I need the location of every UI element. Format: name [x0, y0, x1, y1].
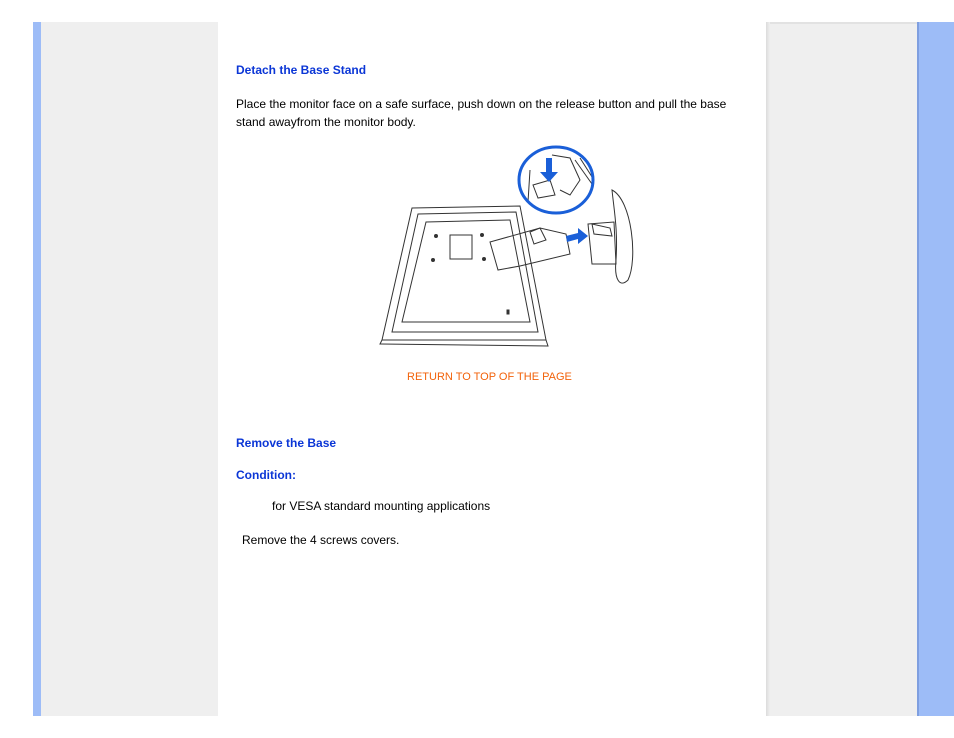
- detail-release-button: [533, 180, 555, 198]
- vesa-plate: [450, 235, 472, 259]
- remove-screws-step: Remove the 4 screws covers.: [242, 533, 400, 547]
- right-blue-strip-edge: [917, 22, 919, 716]
- right-column-shadow: [766, 22, 770, 716]
- detail-zoom-ring: [519, 147, 593, 213]
- detach-instructions-line1: Place the monitor face on a safe surface, push down on the release button and pull the base: [236, 97, 727, 111]
- right-blue-strip: [917, 22, 954, 716]
- stand-neck: [490, 228, 570, 270]
- remove-base-heading: Remove the Base: [236, 436, 337, 450]
- left-gray-column: [41, 22, 218, 716]
- condition-heading: Condition:: [236, 468, 296, 482]
- stand-base-top: [592, 224, 612, 236]
- screw-cover-4: [483, 258, 486, 261]
- monitor-back-outline: [382, 206, 546, 340]
- detach-base-stand-heading: Detach the Base Stand: [236, 63, 367, 77]
- right-column-top-border: [766, 22, 917, 24]
- detail-line-c: [528, 170, 530, 202]
- screw-cover-1: [435, 235, 438, 238]
- push-down-arrow-icon: [540, 158, 558, 182]
- screw-cover-3: [432, 259, 435, 262]
- right-gray-column: [766, 22, 917, 716]
- detach-stand-illustration: [370, 140, 660, 350]
- screw-cover-2: [481, 234, 484, 237]
- port-mark: [507, 310, 509, 314]
- monitor-bottom-edge: [380, 340, 548, 346]
- stand-base-column: [588, 222, 616, 264]
- detach-instructions-line2: stand awayfrom the monitor body.: [236, 115, 416, 129]
- return-to-top-link[interactable]: RETURN TO TOP OF THE PAGE: [407, 371, 572, 383]
- left-blue-strip: [33, 22, 41, 716]
- condition-text: for VESA standard mounting applications: [272, 499, 491, 513]
- pull-arrow-icon: [566, 228, 588, 244]
